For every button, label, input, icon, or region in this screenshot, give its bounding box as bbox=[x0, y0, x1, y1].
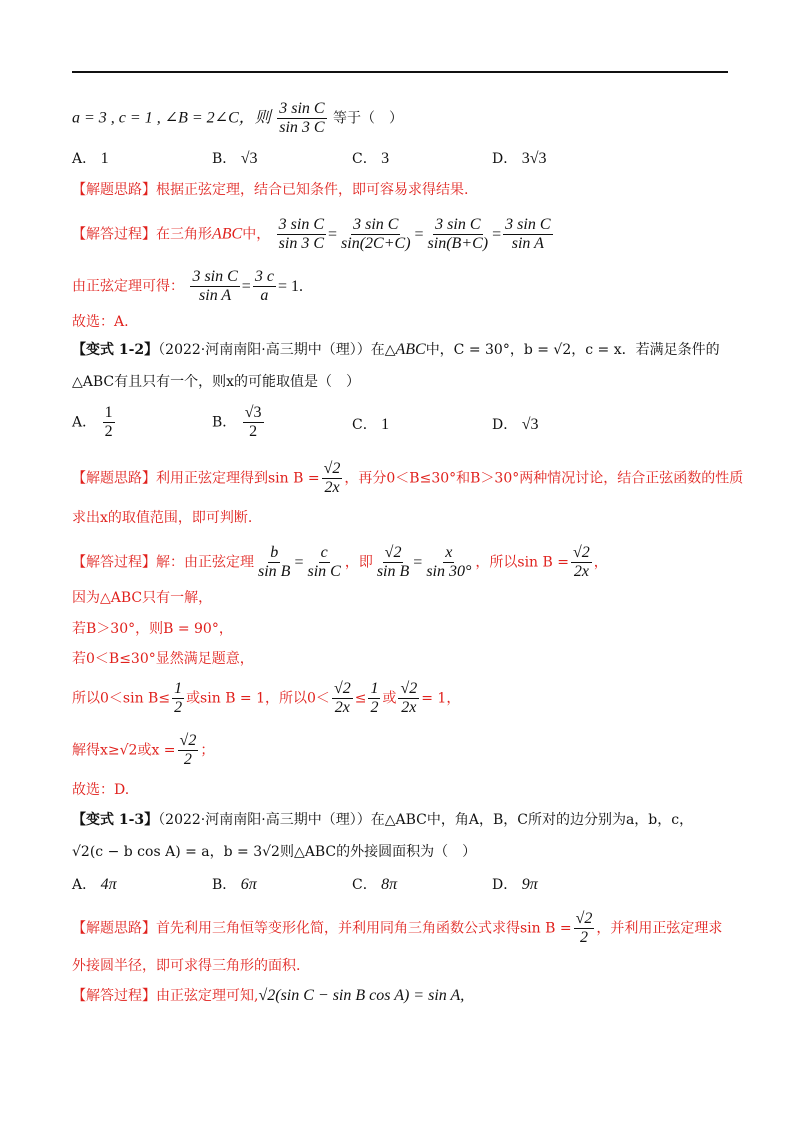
sol-frac-1: $\frac{\text{3 sin C}}{\sin 3 C}$ bbox=[278, 216, 325, 252]
q1-option-c: C． 3 bbox=[352, 150, 390, 167]
q1-solution: 【解答过程】在三角形ABC中， $\frac{\text{3 sin C}}{\sin 3 C}$ = $\frac{\text{3 sin C}}{\sin(2C+C)}$ = $\frac{\text{3 sin C}}{\sin(B+C)}$ = $\frac{\text{3 sin C}}{\text{sin A}}$ bbox=[72, 216, 551, 252]
q2-step-3: 若0＜B≤30°显然满足题意， bbox=[72, 651, 254, 667]
q1-stem bbox=[72, 100, 403, 137]
q2-step-1: 因为△ABC只有一解， bbox=[72, 590, 213, 606]
q3-option-a: A． 4π bbox=[72, 876, 117, 893]
sol-frac-4: $\frac{\text{3 sin C}}{\text{sin A}}$ bbox=[505, 216, 551, 252]
q3-option-b: B． 6π bbox=[212, 876, 257, 893]
q1-answer: 故选：A. bbox=[72, 314, 129, 330]
solution-tag: 【解答过程】 bbox=[72, 226, 156, 243]
q1-suffix: 等于（ ） bbox=[333, 110, 404, 127]
header-rule bbox=[72, 71, 728, 73]
q1-condition: a = 3 , c = 1 , ∠B = 2∠C，则 bbox=[72, 109, 271, 127]
q3-stem-2: √2(c − b cos A) = a，b = 3√2则△ABC的外接圆面积为（ ） bbox=[72, 844, 477, 860]
q1-option-a: A． 1 bbox=[72, 150, 109, 167]
q2-step-5: 解得x≥√2或x = $\frac{√2}{2}$ ； bbox=[72, 732, 215, 768]
q2-answer: 故选：D. bbox=[72, 782, 130, 798]
q1-idea bbox=[72, 180, 468, 200]
q3-option-c: C． 8π bbox=[352, 876, 398, 893]
q3-solution: 【解答过程】由正弦定理可知,√2(sin C − sin B cos A) = sin A, bbox=[72, 987, 465, 1004]
idea-tag: 【解题思路】 bbox=[72, 182, 156, 198]
law-frac-2: $\frac{3 c}{a}$ bbox=[254, 268, 274, 304]
q2-solution: 【解答过程】解：由正弦定理 $\frac{b}{\text{sin B}}$ = $\frac{c}{\text{sin C}}$ ，即 $\frac{√2}{\text{sin B}}$ = $\frac{x}{\sin 30^\circ}$ ，所以sin B = $\frac{√2}{2x}$ ， bbox=[72, 544, 608, 580]
q2-stem-2: △ABC有且只有一个，则x的可能取值是（ ） bbox=[72, 374, 361, 390]
sol-frac-2: $\frac{\text{3 sin C}}{\sin(2C+C)}$ bbox=[341, 216, 411, 252]
q3-idea: 【解题思路】首先利用三角恒等变形化简，并利用同角三角函数公式求得sin B = $\frac{√2}{2}$ ，并利用正弦定理求 bbox=[72, 910, 723, 946]
q2-option-b: B． $\frac{√3}{2}$ bbox=[212, 404, 262, 440]
q2-idea: 【解题思路】利用正弦定理得到sin B = $\frac{√2}{2x}$ ，再分0＜B≤30°和B＞30°两种情况讨论，结合正弦函数的性质 bbox=[72, 460, 744, 496]
sol-frac-3: $\frac{\text{3 sin C}}{\sin(B+C)}$ bbox=[427, 216, 489, 252]
q1-option-b: B． √3 bbox=[212, 150, 258, 167]
q2-step-4: 所以0＜sin B≤ $\frac{1}{2}$ 或sin B = 1，所以0＜ $\frac{√2}{2x}$ ≤ $\frac{1}{2}$ 或 $\frac{√2}{2x}$ = 1， bbox=[72, 680, 461, 716]
q2-stem: 【变式 1-2】（2022·河南南阳·高三期中（理））在△ABC中，C = 30°，b = √2，c = x．若满足条件的 bbox=[72, 341, 720, 358]
q1-option-d: D． 3√3 bbox=[492, 150, 547, 167]
q2-option-d: D． √3 bbox=[492, 416, 539, 433]
variant-tag: 【变式 1-2】 bbox=[72, 342, 159, 358]
q3-option-d: D． 9π bbox=[492, 876, 538, 893]
q1-fraction: $\frac{\text{3 sin C}}{\sin 3 C}$ bbox=[279, 100, 325, 136]
law-frac-1: $\frac{\text{3 sin C}}{\text{sin A}}$ bbox=[192, 268, 238, 304]
idea-text: 根据正弦定理，结合已知条件，即可容易求得结果. bbox=[156, 182, 469, 198]
q2-option-c: C． 1 bbox=[352, 416, 390, 433]
q3-stem: 【变式 1-3】（2022·河南南阳·高三期中（理））在△ABC中，角A，B，C所对的边分别为a，b，c， bbox=[72, 812, 694, 828]
q2-option-a: A． $\frac{1}{2}$ bbox=[72, 404, 113, 440]
q1-law: 由正弦定理可得： $\frac{\text{3 sin C}}{\text{sin A}}$ = $\frac{3 c}{a}$ = 1. bbox=[72, 268, 303, 304]
q3-idea-2: 外接圆半径，即可求得三角形的面积. bbox=[72, 958, 301, 974]
q2-idea-2: 求出x的取值范围，即可判断. bbox=[72, 510, 253, 526]
q2-step-2: 若B＞30°，则B = 90°， bbox=[72, 621, 233, 637]
